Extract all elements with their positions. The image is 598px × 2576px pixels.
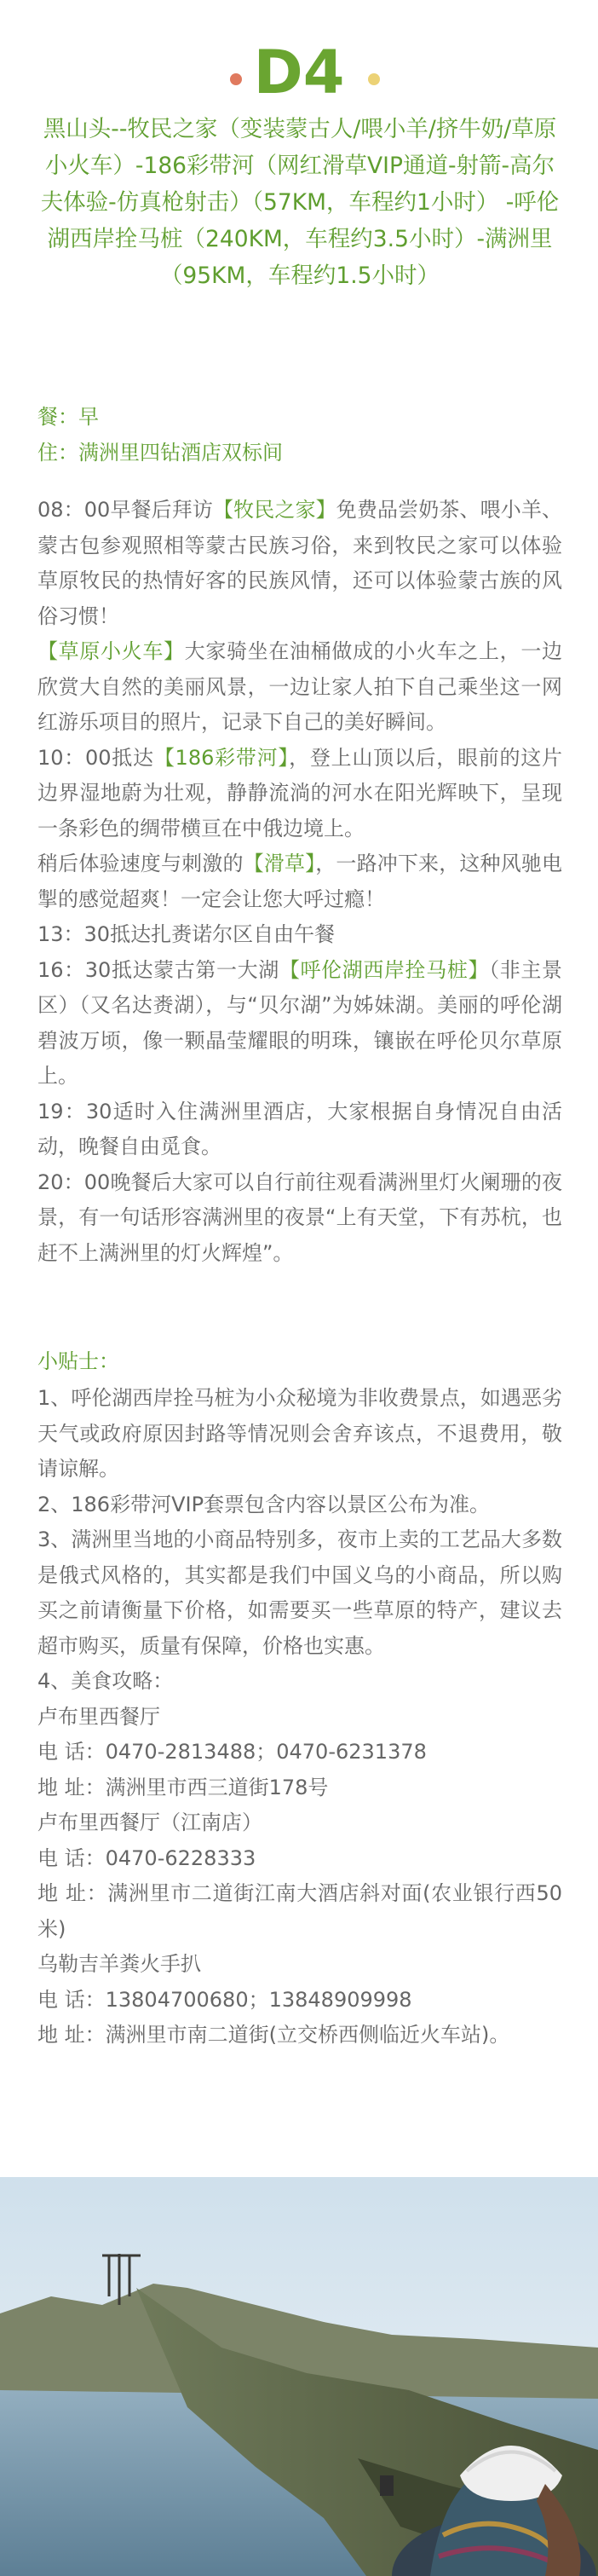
itinerary-paragraph [37, 634, 562, 741]
itinerary-text-segment: 免费品尝奶茶、喂小羊、蒙古包参观照相等蒙古民族习俗，来到牧民之家可以体验草原牧民的热情好客的民族风情，还可以体验蒙古族的风俗习惯！ [37, 498, 563, 628]
restaurant-phone: 电 话：13804700680；13848909998 [37, 1987, 412, 2012]
itinerary-text-segment: ，登上山顶以后，眼前的这片边界湿地蔚为壮观，静静流淌的河水在阳光辉映下，呈现一条彩色的绸带横亘在中俄边境上。 [37, 745, 563, 840]
highlight-spot: 【滑草】 [243, 852, 316, 875]
itinerary-text-segment: （非主景区）（又名达赉湖），与“贝尔湖”为姊妹湖。美丽的呼伦湖碧波万顷，像一颗晶莹耀眼的明珠，镶嵌在呼伦贝尔草原上。 [37, 957, 563, 1088]
decorative-yellow-dot [368, 73, 380, 85]
itinerary-text-segment: ，一路冲下来，这种风驰电掣的感觉超爽！一定会让您大呼过瘾！ [37, 852, 563, 911]
lake-shore-photo [0, 2177, 598, 2576]
day-title: D4 [253, 38, 345, 107]
highlight-spot: 【草原小火车】 [37, 639, 185, 663]
restaurant-phone: 电 话：0470-6228333 [37, 1845, 256, 1870]
itinerary-text-segment: 08：00早餐后拜访 [37, 498, 214, 522]
tips-title: 小贴士： [37, 1349, 119, 1373]
itinerary-paragraph: 19：30适时入住满洲里酒店，大家根据自身情况自由活动，晚餐自由觅食。 [37, 1099, 562, 1158]
restaurant-address: 地 址：满洲里市南二道街(立交桥西侧临近火车站)。 [37, 2023, 510, 2047]
restaurant-name: 乌勒吉羊粪火手扒 [37, 1952, 201, 1976]
route-summary: 黑山头-‐牧民之家（变装蒙古人/喂小羊/挤牛奶/草原小火车）-186彩带河（网红滑草VIP通道-射箭-高尔夫体验-仿真枪射击）（57KM，车程约1小时） -呼伦湖西岸拴马桩（240KM，车程约3.5小时）-满洲里（95KM，车程约1.5小时） [40, 116, 560, 289]
lake-shore-illustration [0, 2177, 598, 2576]
itinerary-paragraph [37, 846, 562, 917]
highlight-spot: 【呼伦湖西岸拴马桩】 [279, 957, 490, 982]
restaurant-address: 地 址：满洲里市二道街江南大酒店斜对面(农业银行西50米) [37, 1881, 562, 1941]
highlight-spot: 【牧民之家】 [213, 498, 336, 522]
itinerary-text-segment: 16：30抵达蒙古第一大湖 [37, 957, 279, 982]
restaurant-name: 卢布里西餐厅 [37, 1704, 160, 1729]
tip-item: 4、美食攻略： [37, 1669, 174, 1693]
itinerary-paragraph [37, 953, 562, 1095]
restaurant-address: 地 址：满洲里市西三道街178号 [37, 1775, 329, 1799]
restaurant-phone: 电 话：0470-2813488；0470-6231378 [37, 1740, 427, 1764]
itinerary-paragraph [37, 741, 562, 847]
itinerary-text-segment: 10：00抵达 [37, 745, 154, 770]
itinerary-paragraph: 13：30抵达扎赉诺尔区自由午餐 [37, 922, 336, 946]
itinerary-text-segment: 大家骑坐在油桶做成的小火车之上，一边欣赏大自然的美丽风景，一边让家人拍下自己乘坐这一网红游乐项目的照片，记录下自己的美好瞬间。 [37, 639, 563, 734]
itinerary-text [37, 493, 562, 1271]
highlight-spot: 【186彩带河】 [153, 745, 290, 770]
restaurant-name: 卢布里西餐厅（江南店） [37, 1811, 262, 1834]
tip-item: 3、满洲里当地的小商品特别多，夜市上卖的工艺品大多数是俄式风格的，其实都是我们中国义乌的小商品，所以购买之前请衡量下价格，如需要买一些草原的特产，建议去超市购买，质量有保障，价格也实惠。 [37, 1528, 562, 1658]
tip-item: 2、186彩带河VIP套票包含内容以景区公布为准。 [37, 1492, 491, 1516]
tip-item: 1、呼伦湖西岸拴马桩为小众秘境为非收费景点，如遇恶劣天气或政府原因封路等情况则会舍弃该点，不退费用，敬请谅解。 [37, 1386, 562, 1481]
meals-line: 餐：早 [37, 405, 99, 429]
itinerary-text-segment: 稍后体验速度与刺激的 [37, 852, 244, 875]
itinerary-paragraph: 20：00晚餐后大家可以自行前往观看满洲里灯火阑珊的夜景，有一句话形容满洲里的夜景“上有天堂，下有苏杭，也赶不上满洲里的灯火辉煌”。 [37, 1170, 562, 1265]
tips-text [37, 1381, 562, 2053]
day-header [0, 26, 598, 119]
lodging-line: 住：满洲里四钻酒店双标间 [37, 441, 283, 465]
itinerary-paragraph [37, 493, 562, 634]
